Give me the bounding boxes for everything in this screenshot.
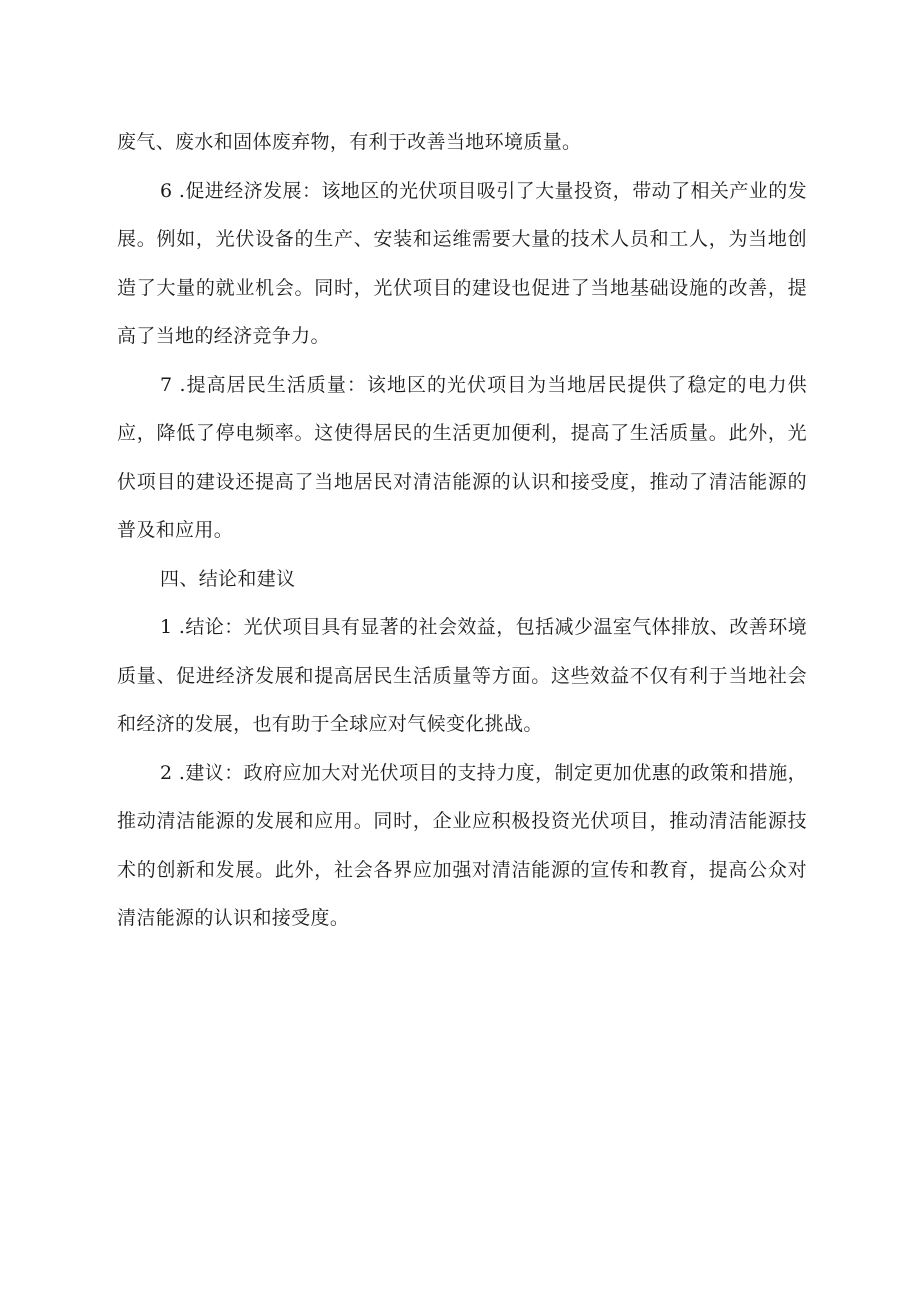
- paragraph-recommendation: 2 .建议：政府应加大对光伏项目的支持力度，制定更加优惠的政策和措施，推动清洁能源的发展和应用。同时，企业应积极投资光伏项目，推动清洁能源技术的创新和发展。此外，社会各界应加强对清洁能源的宣传和教育，提高公众对清洁能源的认识和接受度。: [117, 761, 807, 929]
- paragraph-quality-of-life: 7 .提高居民生活质量：该地区的光伏项目为当地居民提供了稳定的电力供应，降低了停电频率。这使得居民的生活更加便利，提高了生活质量。此外，光伏项目的建设还提高了当地居民对清洁能源的认识和接受度，推动了清洁能源的普及和应用。: [117, 373, 807, 541]
- section-heading-conclusions: 四、结论和建议: [160, 567, 296, 590]
- document-body: [117, 118, 807, 943]
- paragraph-economic-development: 6 .促进经济发展：该地区的光伏项目吸引了大量投资，带动了相关产业的发展。例如，光伏设备的生产、安装和运维需要大量的技术人员和工人，为当地创造了大量的就业机会。同时，光伏项目的建设也促进了当地基础设施的改善，提高了当地的经济竞争力。: [117, 179, 807, 347]
- paragraph-continuation: 废气、废水和固体废弃物，有利于改善当地环境质量。: [117, 131, 582, 153]
- paragraph-conclusion: 1 .结论：光伏项目具有显著的社会效益，包括减少温室气体排放、改善环境质量、促进经济发展和提高居民生活质量等方面。这些效益不仅有利于当地社会和经济的发展，也有助于全球应对气候变化挑战。: [117, 616, 807, 735]
